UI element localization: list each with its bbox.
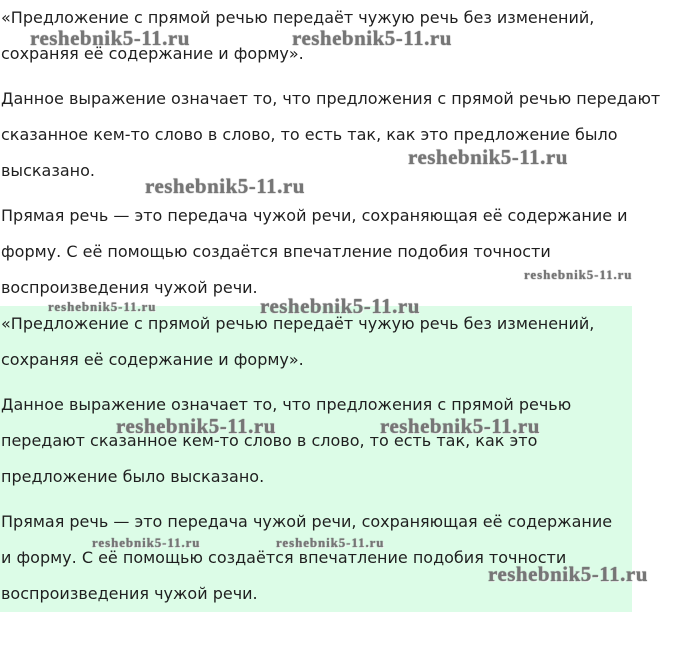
paragraph xyxy=(0,387,632,495)
text-line: сохраняя её содержание и форму». xyxy=(1,44,304,63)
text-line: Данное выражение означает то, что предложения с прямой речью xyxy=(1,395,572,414)
text-line: воспроизведения чужой речи. xyxy=(1,584,258,603)
watermark-text: reshebnik5-11.ru xyxy=(276,535,385,550)
text-line: предложение было высказано. xyxy=(1,467,265,486)
paragraph xyxy=(0,198,680,306)
highlighted-answer-block xyxy=(0,306,632,612)
text-line: сохраняя её содержание и форму». xyxy=(1,350,304,369)
watermark-text: reshebnik5-11.ru xyxy=(524,267,633,282)
watermark-text: reshebnik5-11.ru xyxy=(488,562,648,586)
paragraph xyxy=(0,81,680,189)
text-line: «Предложение с прямой речью передаёт чужую речь без изменений, xyxy=(1,8,595,27)
text-line: и форму. С её помощью создаётся впечатление подобия точности xyxy=(1,548,567,567)
watermark-text: reshebnik5-11.ru xyxy=(116,414,276,438)
watermark-text: reshebnik5-11.ru xyxy=(30,26,190,50)
watermark-text: reshebnik5-11.ru xyxy=(260,294,420,318)
answer-block xyxy=(0,0,680,306)
text-line: Прямая речь — это передача чужой речи, сохраняющая её содержание xyxy=(1,512,613,531)
watermark-text: reshebnik5-11.ru xyxy=(292,26,452,50)
watermark-text: reshebnik5-11.ru xyxy=(145,174,305,198)
watermark-text: reshebnik5-11.ru xyxy=(408,145,568,169)
watermark-text: reshebnik5-11.ru xyxy=(92,535,201,550)
paragraph xyxy=(0,0,680,72)
text-line: Прямая речь — это передача чужой речи, сохраняющая её содержание и xyxy=(1,206,628,225)
watermark-text: reshebnik5-11.ru xyxy=(380,414,540,438)
text-line: высказано. xyxy=(1,161,95,180)
text-line: «Предложение с прямой речью передаёт чужую речь без изменений, xyxy=(1,314,595,333)
text-line: форму. С её помощью создаётся впечатление подобия точности xyxy=(1,242,551,261)
paragraph xyxy=(0,306,632,378)
text-line: воспроизведения чужой речи. xyxy=(1,278,258,297)
watermark-text: reshebnik5-11.ru xyxy=(48,299,157,314)
paragraph xyxy=(0,504,632,612)
text-line: передают сказанное кем-то слово в слово, то есть так, как это xyxy=(1,431,538,450)
text-line: Данное выражение означает то, что предложения с прямой речью передают xyxy=(1,89,661,108)
text-line: сказанное кем-то слово в слово, то есть так, как это предложение было xyxy=(1,125,618,144)
